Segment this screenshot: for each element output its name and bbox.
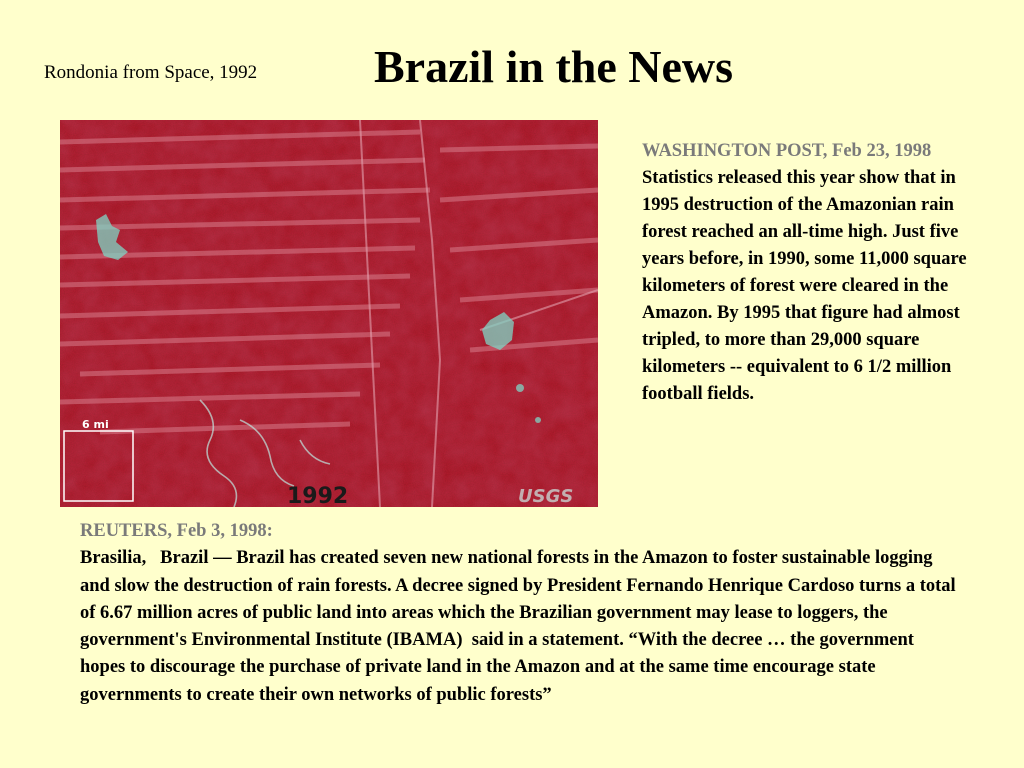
slide-subtitle: Rondonia from Space, 1992 bbox=[44, 62, 258, 83]
article-body: Brasilia, Brazil — Brazil has created seven new national forests in the Amazon to foster sustainable logging and slow the destruction of rain forests. A decree signed by President Fernando Henrique Cardoso turns a total of 6.67 million acres of public land into areas which the Brazilian government may lease to loggers, the government's Environmental Institute (IBAMA) said in a statement. “With the decree … the government hopes to discourage the purchase of private land in the Amazon and at the same time encourage state governments to create their own networks of public forests” bbox=[80, 548, 961, 705]
satellite-image bbox=[60, 120, 598, 507]
scale-label: 6 mi bbox=[82, 418, 109, 431]
year-label: 1992 bbox=[287, 484, 349, 507]
washington-post-article bbox=[642, 138, 972, 408]
slide-title: Brazil in the News bbox=[374, 41, 734, 92]
article-source: WASHINGTON POST, Feb 23, 1998 bbox=[642, 141, 932, 161]
article-source: REUTERS, Feb 3, 1998: bbox=[80, 521, 273, 541]
article-body: Statistics released this year show that in 1995 destruction of the Amazonian rain forest reached an all-time high. Just five years before, in 1990, some 11,000 square kilometers of forest were cleared in the Amazon. By 1995 that figure had almost tripled, to more than 29,000 square kilometers -- equivalent to 6 1/2 million football fields. bbox=[642, 168, 967, 404]
reuters-article bbox=[80, 518, 960, 709]
credit-label: USGS bbox=[518, 486, 574, 507]
